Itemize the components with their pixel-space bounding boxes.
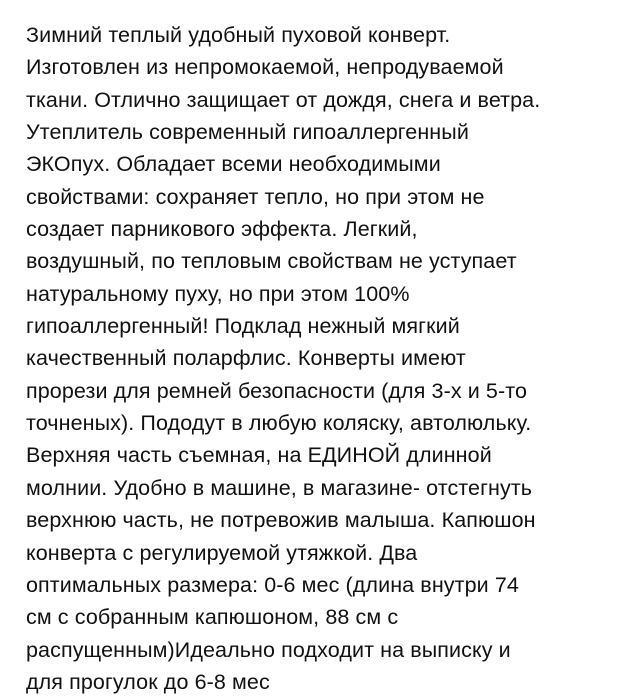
description-line-4: Утеплитель современный гипоаллергенный	[26, 120, 469, 145]
description-line-12: прорези для ремней безопасности (для 3-х и 5-то	[26, 378, 528, 403]
description-line-14: Верхняя часть съемная, на ЕДИНОЙ длинной	[26, 443, 492, 468]
description-line-10: гипоаллергенный! Подклад нежный мягкий	[26, 314, 460, 339]
description-line-3: ткани. Отлично защищает от дождя, снега и ветра.	[26, 87, 541, 112]
description-line-6: свойствами: сохраняет тепло, но при этом не	[26, 184, 485, 209]
description-line-7: создает парникового эффекта. Легкий,	[26, 217, 418, 242]
description-line-9: натуральному пуху, но при этом 100%	[26, 281, 410, 306]
description-line-8: воздушный, по тепловым свойствам не уступает	[26, 249, 517, 274]
description-line-16: верхнюю часть, не потревожив малыша. Капюшон	[26, 508, 536, 533]
description-line-1: Зимний теплый удобный пуховой конверт.	[26, 23, 451, 47]
description-line-2: Изготовлен из непромокаемой, непродуваемой	[26, 55, 504, 80]
description-line-18: оптимальных размера: 0-6 мес (длина внутри 74	[26, 572, 519, 597]
description-line-13: точненых). Пододут в любую коляску, автолюльку.	[26, 411, 532, 436]
description-line-21: для прогулок до 6-8 мес	[26, 669, 270, 694]
description-line-19: см с собранным капюшоном, 88 см с	[26, 605, 399, 630]
description-line-20: распущенным)Идеально подходит на выписку и	[26, 637, 511, 662]
product-description	[26, 19, 616, 698]
description-line-17: конверта с регулируемой утяжкой. Два	[26, 540, 418, 565]
description-line-5: ЭКОпух. Обладает всеми необходимыми	[26, 152, 441, 177]
description-line-11: качественный поларфлис. Конверты имеют	[26, 346, 466, 371]
description-line-15: молнии. Удобно в машине, в магазине- отстегнуть	[26, 475, 533, 500]
